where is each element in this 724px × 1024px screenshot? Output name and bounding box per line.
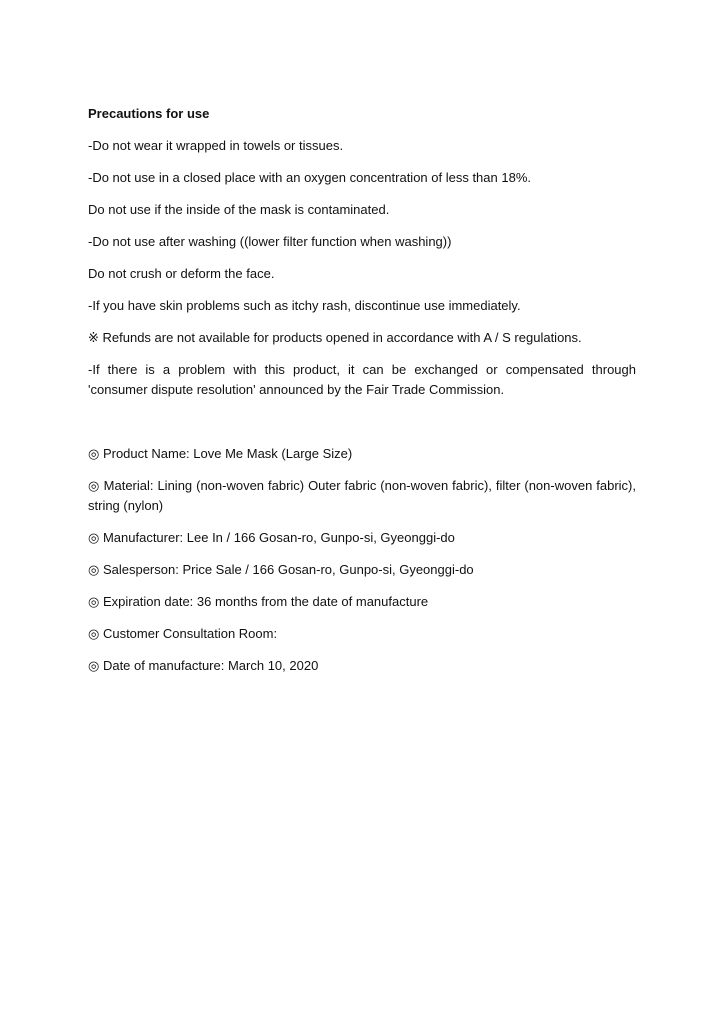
precaution-item: -Do not wear it wrapped in towels or tissues.: [88, 138, 344, 153]
expiration-line: ◎ Expiration date: 36 months from the date of manufacture: [88, 594, 429, 609]
refund-notice: ※ Refunds are not available for products opened in accordance with A / S regulations.: [88, 330, 582, 345]
document-content: [88, 104, 636, 688]
precaution-item: Do not crush or deform the face.: [88, 266, 275, 281]
precaution-item: Do not use if the inside of the mask is contaminated.: [88, 202, 390, 217]
salesperson-line: ◎ Salesperson: Price Sale / 166 Gosan-ro, Gunpo-si, Gyeonggi-do: [88, 562, 474, 577]
precaution-item: -Do not use in a closed place with an oxygen concentration of less than 18%.: [88, 170, 531, 185]
material-line-1: ◎ Material: Lining (non-woven fabric) Outer fabric (non-woven fabric), filter (non-woven fabric),: [88, 478, 636, 493]
material-line: [88, 476, 636, 516]
precaution-item: -If you have skin problems such as itchy rash, discontinue use immediately.: [88, 298, 521, 313]
consultation-line: ◎ Customer Consultation Room:: [88, 626, 278, 641]
manufacture-date-line: ◎ Date of manufacture: March 10, 2020: [88, 658, 319, 673]
section-spacer: [88, 412, 636, 444]
precautions-title: Precautions for use: [88, 106, 210, 121]
precaution-item: -Do not use after washing ((lower filter function when washing)): [88, 234, 452, 249]
material-line-2: string (nylon): [88, 498, 164, 513]
product-name-line: ◎ Product Name: Love Me Mask (Large Size): [88, 446, 353, 461]
dispute-resolution-notice: -If there is a problem with this product, it can be exchanged or compensated through 'consumer dispute resolution' announced by the Fair Trade Commission.: [88, 362, 636, 397]
manufacturer-line: ◎ Manufacturer: Lee In / 166 Gosan-ro, Gunpo-si, Gyeonggi-do: [88, 530, 455, 545]
